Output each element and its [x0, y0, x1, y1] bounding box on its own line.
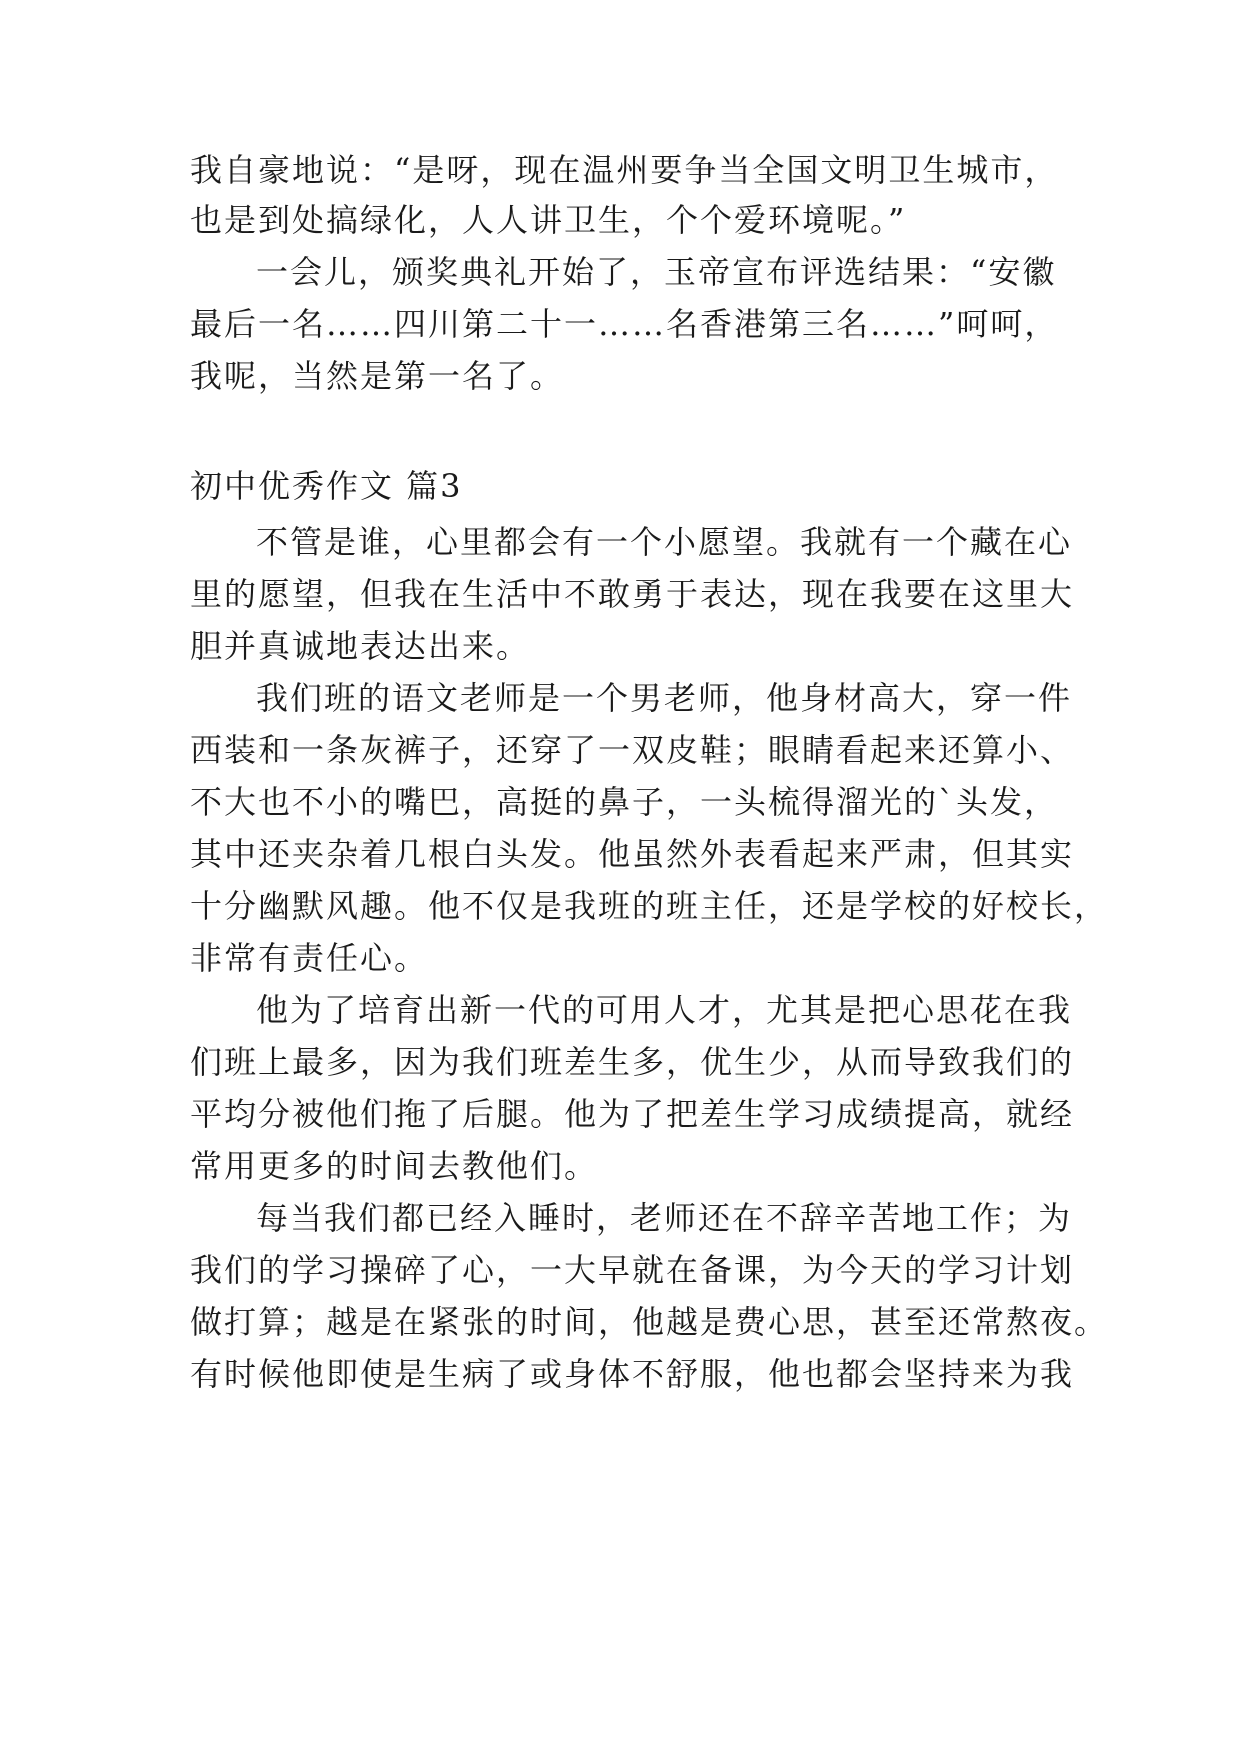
- paragraph-line: 他为了培育出新一代的可用人才，尤其是把心思花在我: [256, 991, 1073, 1029]
- paragraph-line: 西装和一条灰裤子，还穿了一双皮鞋；眼睛看起来还算小、: [190, 731, 1075, 769]
- paragraph-line: 有时候他即使是生病了或身体不舒服，他也都会坚持来为我: [190, 1355, 1075, 1393]
- paragraph-line: 做打算；越是在紧张的时间，他越是费心思，甚至还常熬夜。: [190, 1303, 1109, 1341]
- paragraph-line: 十分幽默风趣。他不仅是我班的班主任，还是学校的好校长，: [190, 887, 1109, 925]
- paragraph-line: 最后一名……四川第二十一……名香港第三名……”呵呵，: [190, 305, 1059, 343]
- paragraph-line: 常用更多的时间去教他们。: [190, 1147, 599, 1185]
- paragraph-line: 不管是谁，心里都会有一个小愿望。我就有一个藏在心: [256, 523, 1073, 561]
- paragraph-line: 一会儿，颁奖典礼开始了，玉帝宣布评选结果：“安徽: [256, 253, 1057, 291]
- paragraph-line: 每当我们都已经入睡时，老师还在不辞辛苦地工作；为: [256, 1199, 1073, 1237]
- paragraph-line: 其中还夹杂着几根白头发。他虽然外表看起来严肃，但其实: [190, 835, 1075, 873]
- paragraph-line: 我自豪地说：“是呀，现在温州要争当全国文明卫生城市，: [190, 151, 1059, 189]
- paragraph-line: 我们班的语文老师是一个男老师，他身材高大，穿一件: [256, 679, 1073, 717]
- section-title: 初中优秀作文 篇3: [190, 467, 463, 505]
- paragraph-line: 也是到处搞绿化，人人讲卫生，个个爱环境呢。”: [190, 201, 907, 239]
- paragraph-line: 平均分被他们拖了后腿。他为了把差生学习成绩提高，就经: [190, 1095, 1075, 1133]
- paragraph-line: 胆并真诚地表达出来。: [190, 627, 531, 665]
- paragraph-line: 非常有责任心。: [190, 939, 429, 977]
- paragraph-line: 里的愿望，但我在生活中不敢勇于表达，现在我要在这里大: [190, 575, 1075, 613]
- paragraph-line: 我呢，当然是第一名了。: [190, 357, 565, 395]
- paragraph-line: 不大也不小的嘴巴，高挺的鼻子，一头梳得溜光的`头发，: [190, 783, 1059, 821]
- paragraph-line: 们班上最多，因为我们班差生多，优生少，从而导致我们的: [190, 1043, 1075, 1081]
- paragraph-line: 我们的学习操碎了心，一大早就在备课，为今天的学习计划: [190, 1251, 1075, 1289]
